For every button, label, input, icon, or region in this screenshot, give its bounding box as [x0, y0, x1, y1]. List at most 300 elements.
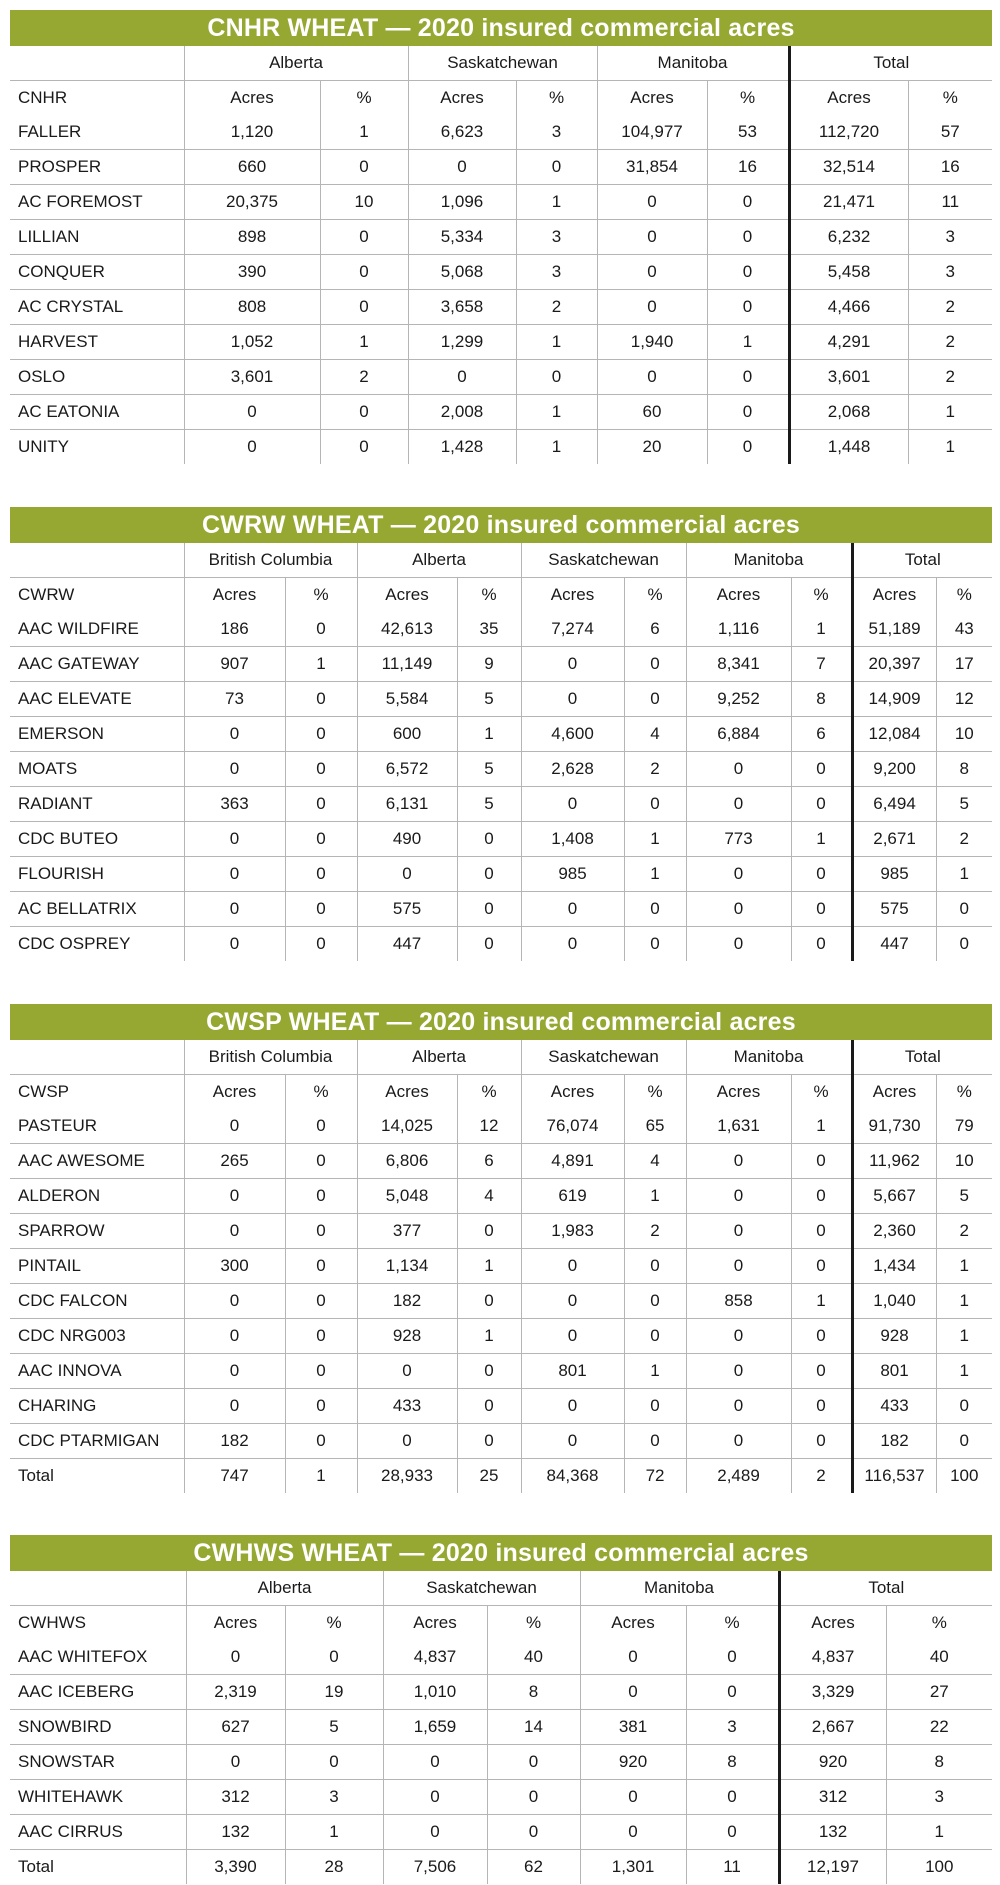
table-row	[10, 612, 992, 647]
acres-value: 0	[580, 1640, 686, 1675]
acres-header: Acres	[580, 1606, 686, 1641]
cwhws-section	[10, 1535, 992, 1884]
acres-header: Acres	[357, 1075, 457, 1110]
acres-value: 0	[686, 927, 791, 962]
variety-name: SPARROW	[10, 1214, 184, 1249]
variety-name: LILLIAN	[10, 220, 184, 255]
acres-value: 73	[184, 682, 285, 717]
acres-value: 0	[521, 1319, 624, 1354]
percent-value: 2	[908, 290, 992, 325]
percent-value: 1	[791, 612, 852, 647]
percent-header: %	[791, 1075, 852, 1110]
acres-value: 132	[779, 1815, 886, 1850]
variety-name: AC FOREMOST	[10, 185, 184, 220]
percent-value: 1	[908, 395, 992, 430]
percent-value: 65	[624, 1109, 686, 1144]
acres-value: 0	[597, 220, 707, 255]
acres-value: 4,291	[789, 325, 908, 360]
cnhr-table	[10, 46, 992, 464]
percent-value: 0	[320, 430, 408, 465]
variety-name: AAC ICEBERG	[10, 1675, 186, 1710]
percent-value: 79	[936, 1109, 992, 1144]
percent-value: 3	[886, 1780, 992, 1815]
acres-value: 28,933	[357, 1459, 457, 1494]
acres-value: 31,854	[597, 150, 707, 185]
acres-header: Acres	[597, 81, 707, 116]
percent-value: 0	[285, 1389, 357, 1424]
acres-header: Acres	[383, 1606, 487, 1641]
percent-value: 2	[624, 1214, 686, 1249]
percent-value: 1	[936, 857, 992, 892]
acres-value: 2,319	[186, 1675, 285, 1710]
variety-name: OSLO	[10, 360, 184, 395]
group-header-saskatchewan: Saskatchewan	[521, 1040, 686, 1075]
acres-value: 6,623	[408, 115, 516, 150]
acres-value: 6,572	[357, 752, 457, 787]
table-row	[10, 717, 992, 752]
acres-value: 0	[597, 290, 707, 325]
percent-value: 4	[624, 717, 686, 752]
acres-value: 2,008	[408, 395, 516, 430]
percent-value: 0	[707, 290, 789, 325]
group-header-british-columbia: British Columbia	[184, 1040, 357, 1075]
percent-value: 0	[285, 1640, 383, 1675]
percent-value: 1	[791, 1284, 852, 1319]
percent-value: 0	[624, 647, 686, 682]
acres-header: Acres	[186, 1606, 285, 1641]
acres-value: 920	[779, 1745, 886, 1780]
acres-value: 8,341	[686, 647, 791, 682]
group-header-alberta: Alberta	[184, 46, 408, 81]
group-header-british-columbia: British Columbia	[184, 543, 357, 578]
percent-header: %	[908, 81, 992, 116]
acres-value: 0	[184, 822, 285, 857]
acres-value: 0	[184, 717, 285, 752]
percent-value: 0	[624, 1389, 686, 1424]
acres-value: 3,329	[779, 1675, 886, 1710]
percent-value: 0	[487, 1745, 580, 1780]
percent-value: 0	[791, 892, 852, 927]
variety-name: SNOWSTAR	[10, 1745, 186, 1780]
table-row	[10, 325, 992, 360]
variety-name: CHARING	[10, 1389, 184, 1424]
acres-value: 381	[580, 1710, 686, 1745]
acres-value: 21,471	[789, 185, 908, 220]
percent-value: 16	[908, 150, 992, 185]
percent-value: 0	[707, 220, 789, 255]
percent-value: 0	[791, 1179, 852, 1214]
acres-value: 433	[852, 1389, 936, 1424]
acres-value: 11,962	[852, 1144, 936, 1179]
percent-value: 0	[686, 1815, 779, 1850]
table-row	[10, 1249, 992, 1284]
percent-value: 5	[457, 787, 521, 822]
percent-value: 28	[285, 1850, 383, 1885]
percent-value: 0	[487, 1815, 580, 1850]
percent-value: 0	[285, 1109, 357, 1144]
percent-value: 0	[791, 1319, 852, 1354]
acres-value: 4,891	[521, 1144, 624, 1179]
acres-value: 1,010	[383, 1675, 487, 1710]
group-header-alberta: Alberta	[186, 1571, 383, 1606]
acres-value: 9,200	[852, 752, 936, 787]
percent-value: 0	[516, 150, 597, 185]
variety-name: AAC WILDFIRE	[10, 612, 184, 647]
acres-value: 265	[184, 1144, 285, 1179]
acres-value: 0	[383, 1745, 487, 1780]
acres-value: 5,584	[357, 682, 457, 717]
percent-value: 5	[936, 1179, 992, 1214]
percent-value: 0	[686, 1780, 779, 1815]
acres-value: 42,613	[357, 612, 457, 647]
acres-value: 0	[184, 1179, 285, 1214]
acres-value: 76,074	[521, 1109, 624, 1144]
percent-value: 2	[936, 1214, 992, 1249]
acres-value: 6,494	[852, 787, 936, 822]
acres-value: 1,301	[580, 1850, 686, 1885]
percent-header: %	[624, 1075, 686, 1110]
variety-name: CDC FALCON	[10, 1284, 184, 1319]
group-header-saskatchewan: Saskatchewan	[521, 543, 686, 578]
percent-value: 6	[791, 717, 852, 752]
group-header-row	[10, 543, 992, 578]
percent-value: 0	[457, 1214, 521, 1249]
acres-value: 51,189	[852, 612, 936, 647]
percent-header: %	[886, 1606, 992, 1641]
variety-name: MOATS	[10, 752, 184, 787]
acres-value: 0	[686, 1214, 791, 1249]
percent-value: 3	[908, 220, 992, 255]
acres-value: 447	[852, 927, 936, 962]
percent-value: 1	[936, 1249, 992, 1284]
percent-value: 9	[457, 647, 521, 682]
percent-value: 1	[791, 822, 852, 857]
percent-value: 10	[320, 185, 408, 220]
percent-value: 6	[457, 1144, 521, 1179]
acres-value: 0	[597, 255, 707, 290]
percent-value: 40	[487, 1640, 580, 1675]
group-header-total: Total	[779, 1571, 992, 1606]
percent-value: 35	[457, 612, 521, 647]
percent-value: 0	[285, 717, 357, 752]
acres-value: 985	[521, 857, 624, 892]
acres-value: 0	[580, 1815, 686, 1850]
variety-name: CDC NRG003	[10, 1319, 184, 1354]
acres-value: 91,730	[852, 1109, 936, 1144]
acres-value: 0	[580, 1675, 686, 1710]
acres-value: 186	[184, 612, 285, 647]
percent-value: 2	[908, 325, 992, 360]
acres-value: 20	[597, 430, 707, 465]
acres-value: 5,334	[408, 220, 516, 255]
percent-value: 40	[886, 1640, 992, 1675]
acres-value: 2,671	[852, 822, 936, 857]
table-row	[10, 857, 992, 892]
percent-value: 2	[936, 822, 992, 857]
acres-value: 4,600	[521, 717, 624, 752]
table-row	[10, 185, 992, 220]
acres-value: 4,837	[383, 1640, 487, 1675]
acres-value: 0	[184, 1284, 285, 1319]
percent-value: 0	[457, 1354, 521, 1389]
acres-header: Acres	[357, 578, 457, 613]
percent-value: 0	[791, 1144, 852, 1179]
label-column-header: CWRW	[18, 585, 75, 604]
acres-value: 920	[580, 1745, 686, 1780]
group-header-row	[10, 1040, 992, 1075]
group-header-total: Total	[789, 46, 992, 81]
variety-name: WHITEHAWK	[10, 1780, 186, 1815]
acres-header: Acres	[184, 578, 285, 613]
acres-value: 12,084	[852, 717, 936, 752]
table-row	[10, 752, 992, 787]
percent-value: 2	[624, 752, 686, 787]
percent-header: %	[320, 81, 408, 116]
percent-header: %	[457, 578, 521, 613]
label-column-header: CNHR	[18, 88, 68, 107]
acres-value: 627	[186, 1710, 285, 1745]
acres-value: 2,489	[686, 1459, 791, 1494]
acres-value: 6,884	[686, 717, 791, 752]
acres-value: 0	[184, 857, 285, 892]
table-row	[10, 430, 992, 465]
variety-name: AAC WHITEFOX	[10, 1640, 186, 1675]
acres-value: 132	[186, 1815, 285, 1850]
percent-value: 5	[457, 752, 521, 787]
acres-value: 4,837	[779, 1640, 886, 1675]
percent-header: %	[285, 1075, 357, 1110]
acres-value: 0	[597, 360, 707, 395]
percent-value: 0	[624, 1249, 686, 1284]
percent-value: 4	[457, 1179, 521, 1214]
acres-value: 801	[521, 1354, 624, 1389]
acres-value: 3,601	[184, 360, 320, 395]
percent-value: 4	[624, 1144, 686, 1179]
variety-name: CDC OSPREY	[18, 934, 131, 953]
acres-value: 1,448	[789, 430, 908, 465]
percent-value: 1	[707, 325, 789, 360]
table-row	[10, 927, 992, 962]
acres-value: 747	[184, 1459, 285, 1494]
acres-value: 898	[184, 220, 320, 255]
acres-value: 12,197	[779, 1850, 886, 1885]
percent-value: 0	[624, 787, 686, 822]
table-row	[10, 1389, 992, 1424]
acres-header: Acres	[789, 81, 908, 116]
percent-value: 14	[487, 1710, 580, 1745]
acres-value: 182	[852, 1424, 936, 1459]
table-row	[10, 892, 992, 927]
acres-value: 907	[184, 647, 285, 682]
acres-header: Acres	[686, 1075, 791, 1110]
group-header-manitoba: Manitoba	[686, 1040, 852, 1075]
acres-value: 0	[521, 682, 624, 717]
corner-cell	[10, 543, 184, 578]
percent-value: 0	[624, 892, 686, 927]
variety-name: AAC GATEWAY	[10, 647, 184, 682]
percent-value: 0	[936, 1424, 992, 1459]
percent-value: 0	[707, 430, 789, 465]
table-row	[10, 1144, 992, 1179]
acres-value: 0	[521, 1389, 624, 1424]
acres-value: 0	[184, 752, 285, 787]
table-row	[10, 1179, 992, 1214]
acres-value: 985	[852, 857, 936, 892]
percent-header: %	[686, 1606, 779, 1641]
percent-value: 0	[457, 857, 521, 892]
percent-value: 0	[285, 1144, 357, 1179]
percent-value: 3	[908, 255, 992, 290]
variety-name: FALLER	[10, 115, 184, 150]
table-title: CWSP WHEAT — 2020 insured commercial acres	[10, 1004, 992, 1040]
percent-value: 0	[686, 1640, 779, 1675]
percent-value: 0	[285, 682, 357, 717]
acres-value: 0	[597, 185, 707, 220]
acres-header: Acres	[521, 578, 624, 613]
percent-value: 1	[457, 717, 521, 752]
percent-value: 1	[791, 1109, 852, 1144]
acres-value: 1,940	[597, 325, 707, 360]
acres-value: 2,360	[852, 1214, 936, 1249]
percent-value: 3	[516, 115, 597, 150]
percent-value: 0	[457, 1424, 521, 1459]
acres-value: 1,096	[408, 185, 516, 220]
acres-header: Acres	[852, 1075, 936, 1110]
variety-name: AC CRYSTAL	[10, 290, 184, 325]
percent-value: 2	[320, 360, 408, 395]
group-header-manitoba: Manitoba	[580, 1571, 779, 1606]
variety-name: CDC PTARMIGAN	[10, 1424, 184, 1459]
table-row	[10, 255, 992, 290]
percent-value: 1	[516, 185, 597, 220]
acres-value: 104,977	[597, 115, 707, 150]
acres-value: 9,252	[686, 682, 791, 717]
acres-value: 312	[186, 1780, 285, 1815]
table-row	[10, 360, 992, 395]
percent-value: 25	[457, 1459, 521, 1494]
group-header-manitoba: Manitoba	[597, 46, 789, 81]
percent-value: 16	[707, 150, 789, 185]
cwsp-table	[10, 1040, 992, 1493]
variety-name: CDC BUTEO	[10, 822, 184, 857]
percent-value: 0	[285, 1249, 357, 1284]
percent-value: 0	[707, 255, 789, 290]
percent-value: 0	[320, 150, 408, 185]
percent-value: 0	[624, 927, 686, 962]
percent-value: 11	[686, 1850, 779, 1885]
acres-value: 773	[686, 822, 791, 857]
acres-value: 0	[357, 857, 457, 892]
acres-value: 363	[184, 787, 285, 822]
percent-value: 0	[285, 1745, 383, 1780]
table-title: CWHWS WHEAT — 2020 insured commercial acres	[10, 1535, 992, 1571]
table-row	[10, 1284, 992, 1319]
percent-value: 0	[285, 1424, 357, 1459]
acres-header: Acres	[852, 578, 936, 613]
acres-value: 6,806	[357, 1144, 457, 1179]
acres-value: 0	[383, 1815, 487, 1850]
acres-value: 433	[357, 1389, 457, 1424]
variety-name: Total	[18, 1466, 54, 1485]
percent-value: 0	[791, 1354, 852, 1389]
table-row	[10, 395, 992, 430]
table-row	[10, 1354, 992, 1389]
percent-value: 0	[457, 822, 521, 857]
variety-name: CONQUER	[10, 255, 184, 290]
acres-value: 0	[686, 857, 791, 892]
acres-header: Acres	[184, 1075, 285, 1110]
acres-value: 5,667	[852, 1179, 936, 1214]
percent-value: 0	[791, 927, 852, 962]
variety-name: AAC ELEVATE	[10, 682, 184, 717]
group-header-manitoba: Manitoba	[686, 543, 852, 578]
acres-value: 0	[686, 1389, 791, 1424]
percent-value: 0	[457, 927, 521, 962]
acres-value: 0	[580, 1780, 686, 1815]
acres-value: 928	[852, 1319, 936, 1354]
acres-value: 60	[597, 395, 707, 430]
percent-value: 0	[285, 752, 357, 787]
acres-value: 0	[184, 430, 320, 465]
corner-cell	[10, 46, 184, 81]
table-row	[10, 220, 992, 255]
acres-header: Acres	[686, 578, 791, 613]
percent-value: 8	[886, 1745, 992, 1780]
percent-value: 0	[285, 892, 357, 927]
variety-name: AC BELLATRIX	[10, 892, 184, 927]
acres-value: 0	[686, 1424, 791, 1459]
acres-value: 600	[357, 717, 457, 752]
percent-value: 1	[457, 1249, 521, 1284]
acres-value: 84,368	[521, 1459, 624, 1494]
percent-value: 53	[707, 115, 789, 150]
acres-value: 0	[686, 1354, 791, 1389]
group-header-saskatchewan: Saskatchewan	[383, 1571, 580, 1606]
acres-header: Acres	[521, 1075, 624, 1110]
acres-value: 6,232	[789, 220, 908, 255]
table-row	[10, 822, 992, 857]
acres-value: 1,408	[521, 822, 624, 857]
acres-value: 0	[521, 1249, 624, 1284]
table-row	[10, 682, 992, 717]
acres-value: 2,628	[521, 752, 624, 787]
percent-value: 0	[457, 1389, 521, 1424]
table-row	[10, 787, 992, 822]
percent-value: 11	[908, 185, 992, 220]
variety-name: SNOWBIRD	[10, 1710, 186, 1745]
percent-value: 0	[624, 1284, 686, 1319]
variety-name: UNITY	[18, 437, 69, 456]
group-header-row	[10, 1571, 992, 1606]
acres-value: 112,720	[789, 115, 908, 150]
percent-value: 0	[791, 1249, 852, 1284]
acres-value: 1,299	[408, 325, 516, 360]
table-row	[10, 1640, 992, 1675]
acres-value: 0	[184, 1214, 285, 1249]
acres-value: 0	[184, 1109, 285, 1144]
percent-value: 0	[487, 1780, 580, 1815]
acres-value: 858	[686, 1284, 791, 1319]
acres-value: 928	[357, 1319, 457, 1354]
label-column-header: CWHWS	[18, 1613, 86, 1632]
percent-value: 57	[908, 115, 992, 150]
acres-value: 1,134	[357, 1249, 457, 1284]
percent-value: 22	[886, 1710, 992, 1745]
table-row	[10, 150, 992, 185]
corner-cell	[10, 1571, 186, 1606]
sub-header-row	[10, 578, 992, 613]
acres-value: 0	[521, 1424, 624, 1459]
